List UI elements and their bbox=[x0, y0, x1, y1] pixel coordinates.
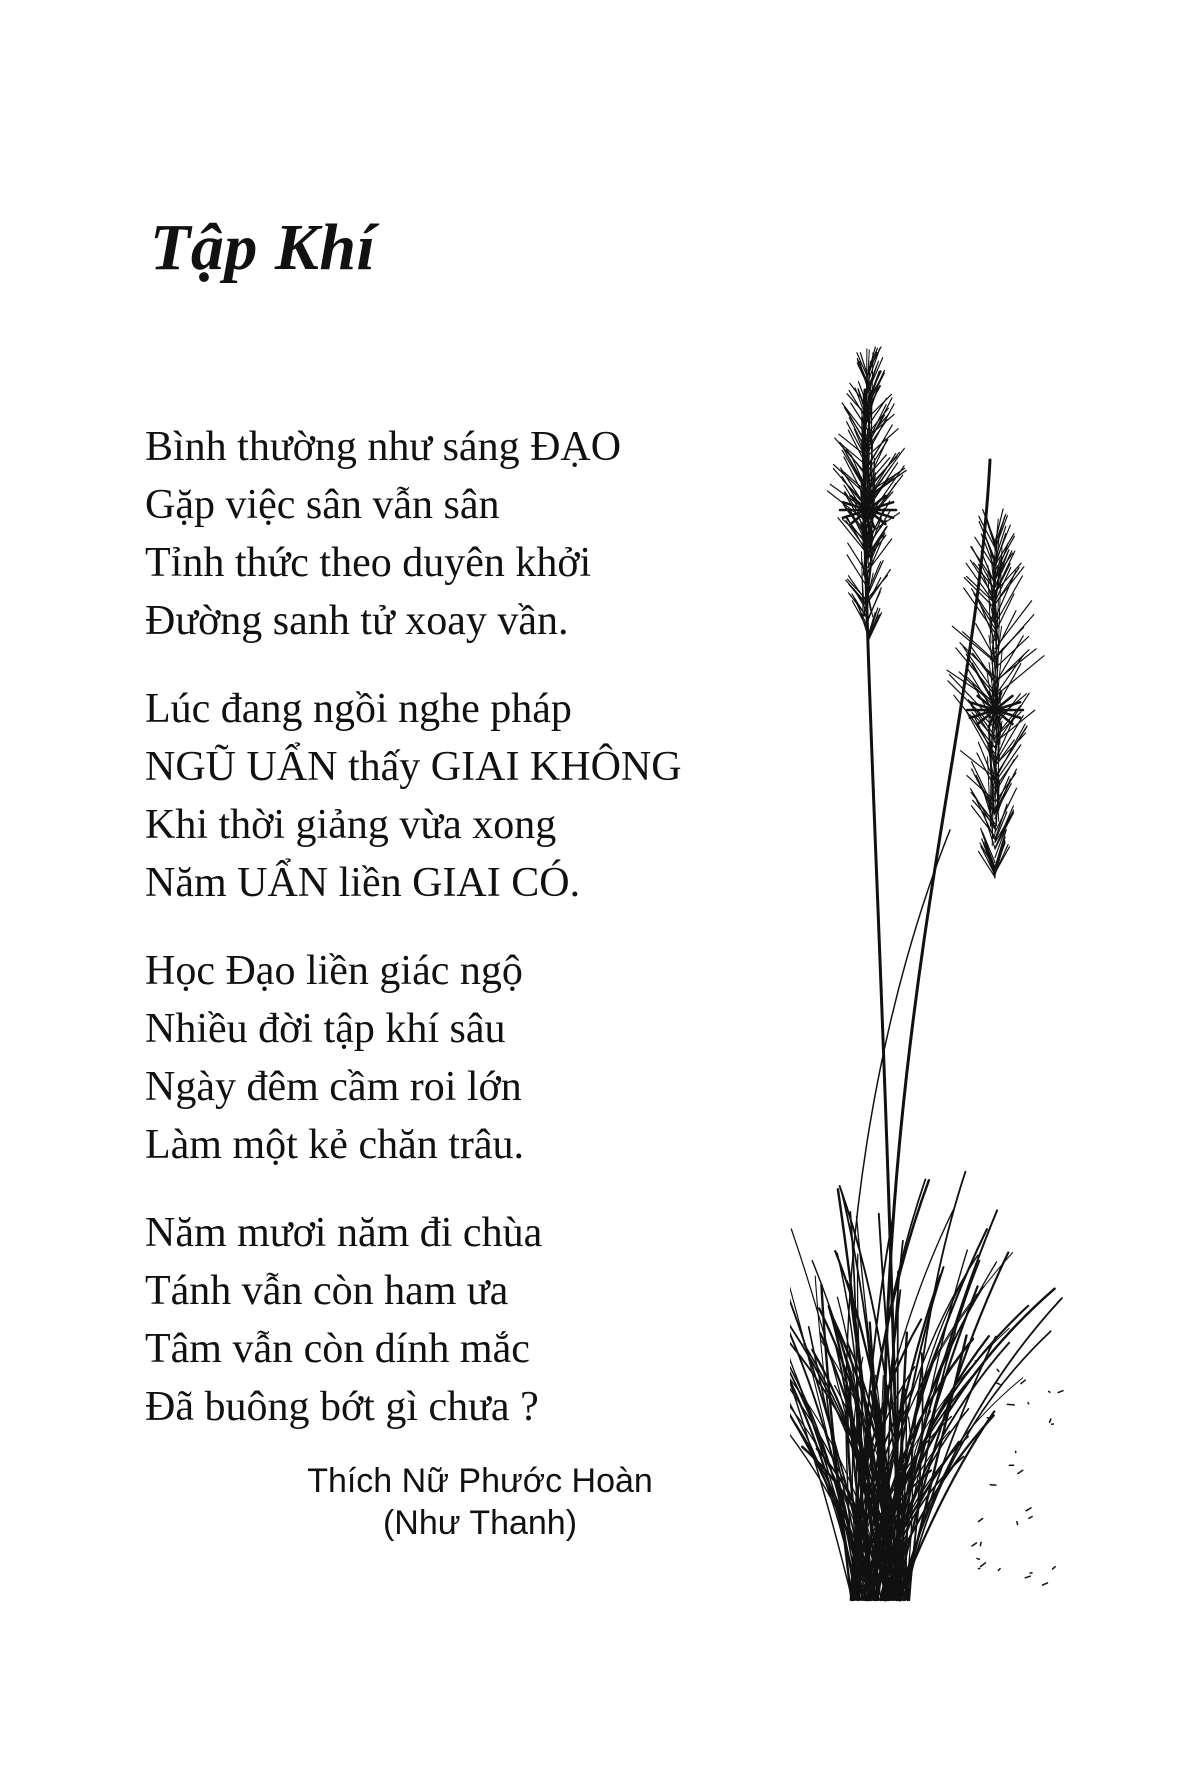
poem-line: Năm UẨN liền GIAI CÓ. bbox=[145, 860, 581, 906]
poem-line: Bình thường như sáng ĐẠO bbox=[145, 424, 622, 470]
stanza-3 bbox=[145, 942, 765, 1174]
poem-line: NGŨ UẨN thấy GIAI KHÔNG bbox=[145, 744, 682, 790]
poem-line: Tỉnh thức theo duyên khởi bbox=[145, 540, 592, 586]
poem-line: Đường sanh tử xoay vần. bbox=[145, 598, 569, 644]
stanza-1 bbox=[145, 418, 765, 650]
poem-line: Lúc đang ngồi nghe pháp bbox=[145, 686, 572, 732]
poem-title: Tập Khí bbox=[150, 211, 376, 284]
grass-plant-illustration-icon bbox=[790, 330, 1090, 1610]
poem-line: Học Đạo liền giác ngộ bbox=[145, 948, 523, 994]
stanza-2 bbox=[145, 680, 765, 912]
author-signature bbox=[280, 1460, 680, 1544]
poem-line: Đã buông bớt gì chưa ? bbox=[145, 1384, 539, 1430]
poem-line: Khi thời giảng vừa xong bbox=[145, 802, 557, 848]
poem-line: Tâm vẫn còn dính mắc bbox=[145, 1326, 530, 1372]
poem-line: Nhiều đời tập khí sâu bbox=[145, 1006, 506, 1052]
poem-line: Năm mươi năm đi chùa bbox=[145, 1210, 543, 1256]
poem-line: Ngày đêm cầm roi lớn bbox=[145, 1064, 522, 1110]
stanza-4 bbox=[145, 1204, 765, 1436]
author-name: Thích Nữ Phước Hoàn bbox=[307, 1462, 653, 1500]
author-alias: (Như Thanh) bbox=[382, 1504, 578, 1542]
poem-line: Làm một kẻ chăn trâu. bbox=[145, 1122, 525, 1168]
poem-line: Tánh vẫn còn ham ưa bbox=[145, 1268, 509, 1314]
poem-line: Gặp việc sân vẫn sân bbox=[145, 482, 500, 528]
poem-body bbox=[145, 418, 765, 1466]
